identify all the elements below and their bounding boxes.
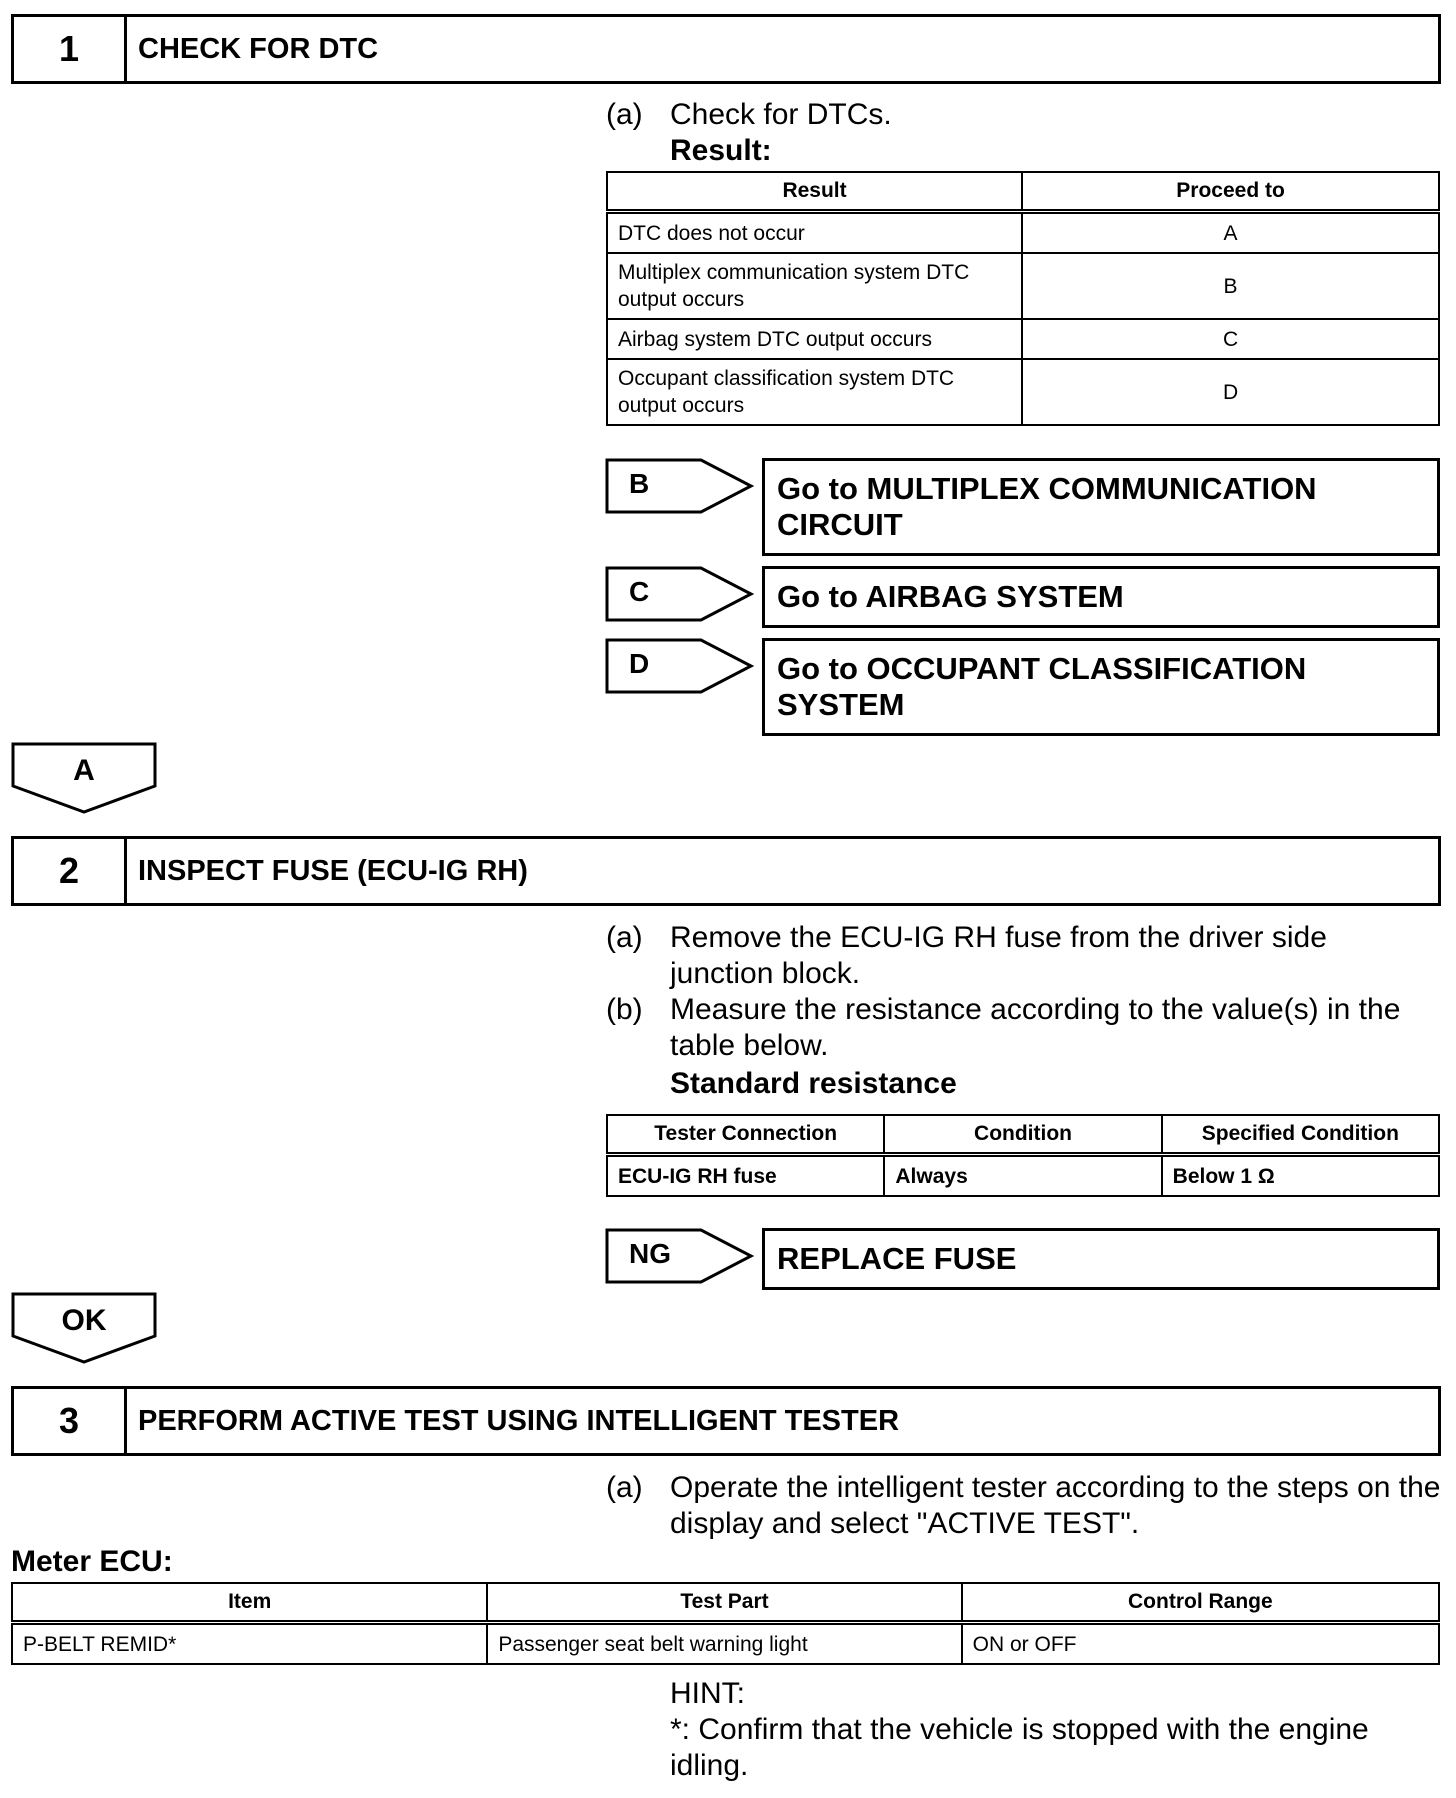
next-step-arrow-a xyxy=(11,742,157,814)
item-text: Remove the ECU-IG RH fuse from the driver side junction block. xyxy=(670,921,1327,990)
column-header: Control Range xyxy=(962,1583,1439,1623)
table-row xyxy=(607,1155,1439,1197)
branch-arrow-d xyxy=(605,638,755,694)
table-row xyxy=(607,253,1439,319)
branch-action-box: Go to AIRBAG SYSTEM xyxy=(762,566,1440,628)
active-test-table xyxy=(11,1582,1440,1665)
column-header: Test Part xyxy=(487,1583,961,1623)
standard-heading: Standard resistance xyxy=(670,1067,957,1100)
branch-label: C xyxy=(629,576,650,607)
item-label: (a) xyxy=(606,98,643,131)
right-arrow-icon xyxy=(605,1228,755,1284)
result-heading: Result: xyxy=(670,134,772,167)
table-cell: Airbag system DTC output occurs xyxy=(607,319,1022,359)
branch-label: D xyxy=(629,648,650,679)
column-header: Condition xyxy=(884,1115,1161,1155)
column-header: Proceed to xyxy=(1022,172,1439,212)
table-cell: B xyxy=(1022,253,1439,319)
next-step-label: OK xyxy=(61,1304,107,1337)
table-cell: A xyxy=(1022,212,1439,254)
table-cell: ECU-IG RH fuse xyxy=(607,1155,884,1197)
column-header: Result xyxy=(607,172,1022,212)
branch-label: B xyxy=(629,468,650,499)
step-title: INSPECT FUSE (ECU-IG RH) xyxy=(138,854,528,887)
item-text: Check for DTCs. xyxy=(670,98,892,131)
item-label: (a) xyxy=(606,921,643,954)
meter-ecu-heading: Meter ECU: xyxy=(11,1545,173,1578)
branch-arrow-ng xyxy=(605,1228,755,1284)
step-number: 1 xyxy=(14,17,127,81)
branch-action-box: Go to OCCUPANT CLASSIFICATION SYSTEM xyxy=(762,638,1440,736)
item-text: Measure the resistance according to the value(s) in the table below. xyxy=(670,993,1401,1062)
hint-text: *: Confirm that the vehicle is stopped with the engine idling. xyxy=(670,1713,1369,1782)
step-title: PERFORM ACTIVE TEST USING INTELLIGENT TESTER xyxy=(138,1404,900,1437)
table-cell: P-BELT REMID* xyxy=(12,1623,487,1665)
table-row xyxy=(12,1623,1439,1665)
table-cell: D xyxy=(1022,359,1439,425)
resistance-table xyxy=(606,1114,1440,1197)
table-cell: Always xyxy=(884,1155,1161,1197)
item-label: (a) xyxy=(606,1471,643,1504)
next-step-label: A xyxy=(73,754,95,787)
result-table xyxy=(606,171,1440,426)
column-header: Tester Connection xyxy=(607,1115,884,1155)
table-cell: DTC does not occur xyxy=(607,212,1022,254)
table-row xyxy=(607,212,1439,254)
step-number: 3 xyxy=(14,1389,127,1453)
item-text: Operate the intelligent tester according to the steps on the display and select "ACTIVE TEST". xyxy=(670,1471,1441,1540)
table-header-row xyxy=(12,1583,1439,1623)
table-cell: C xyxy=(1022,319,1439,359)
table-header-row xyxy=(607,1115,1439,1155)
column-header: Item xyxy=(12,1583,487,1623)
next-step-arrow-ok xyxy=(11,1292,157,1364)
table-cell: Below 1 Ω xyxy=(1162,1155,1439,1197)
branch-label: NG xyxy=(629,1238,671,1269)
right-arrow-icon xyxy=(605,638,755,694)
hint-label: HINT: xyxy=(670,1677,745,1710)
branch-arrow-b xyxy=(605,458,755,514)
right-arrow-icon xyxy=(605,458,755,514)
table-cell: ON or OFF xyxy=(962,1623,1439,1665)
table-cell: Passenger seat belt warning light xyxy=(487,1623,961,1665)
step-title: CHECK FOR DTC xyxy=(138,32,379,65)
step-2-header xyxy=(11,836,1441,906)
step-1-header xyxy=(11,14,1441,84)
branch-arrow-c xyxy=(605,566,755,622)
item-label: (b) xyxy=(606,993,643,1026)
right-arrow-icon xyxy=(605,566,755,622)
step-number: 2 xyxy=(14,839,127,903)
table-row xyxy=(607,319,1439,359)
table-header-row xyxy=(607,172,1439,212)
table-cell: Occupant classification system DTC output occurs xyxy=(607,359,1022,425)
table-row xyxy=(607,359,1439,425)
branch-action-box: REPLACE FUSE xyxy=(762,1228,1440,1290)
column-header: Specified Condition xyxy=(1162,1115,1439,1155)
table-cell: Multiplex communication system DTC output occurs xyxy=(607,253,1022,319)
step-3-header xyxy=(11,1386,1441,1456)
branch-action-box: Go to MULTIPLEX COMMUNICATION CIRCUIT xyxy=(762,458,1440,556)
